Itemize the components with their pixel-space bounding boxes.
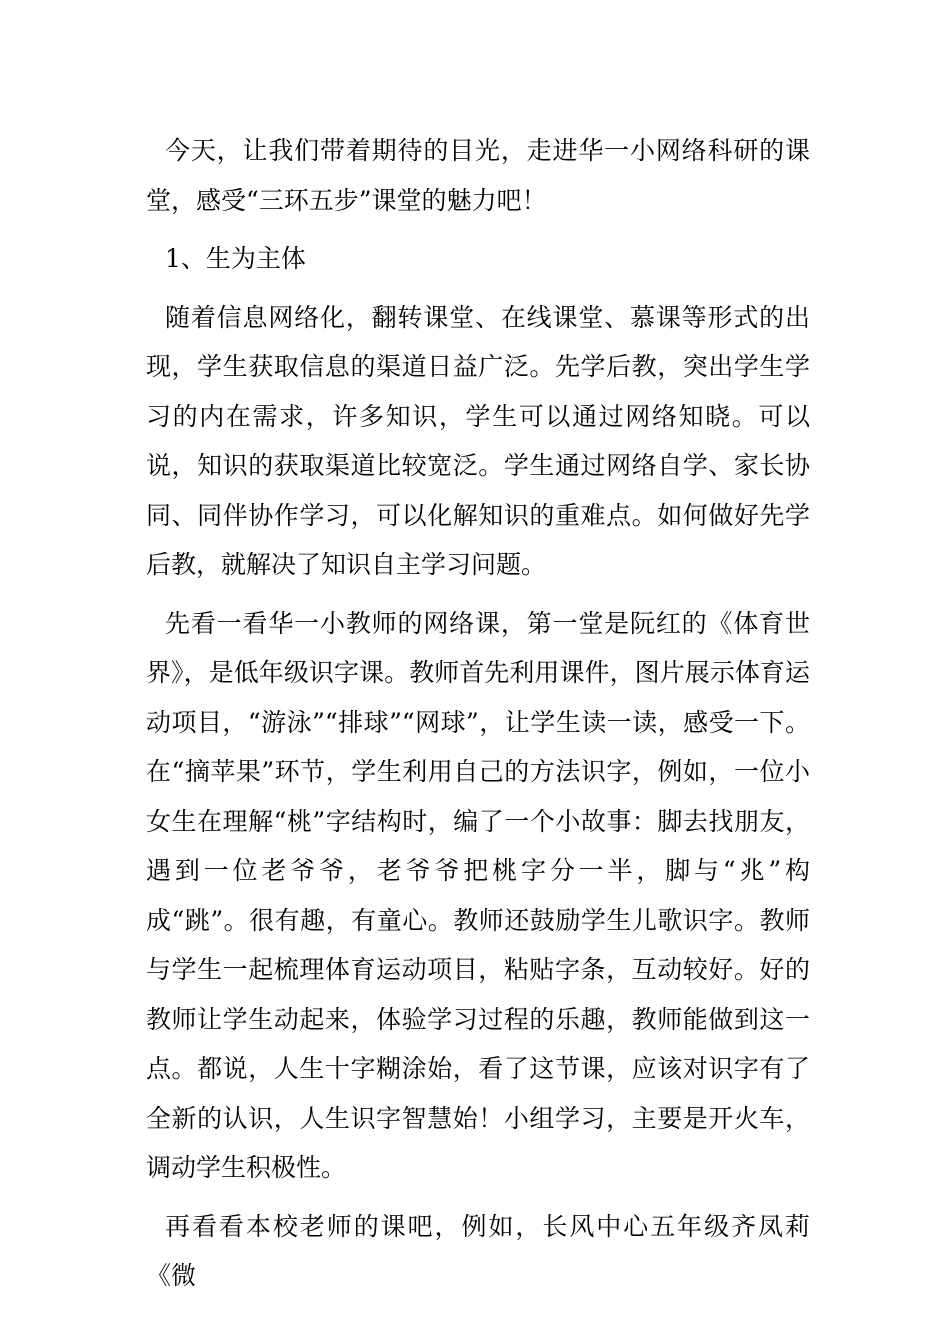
section-heading: 1、生为主体: [165, 244, 306, 273]
body-paragraph-2: 先看一看华一小教师的网络课，第一堂是阮红的《体育世界》，是低年级识字课。教师首先利用课件，图片展示体育运动项目，“游泳”“排球”“网球”，让学生读一读，感受一下。在“摘苹果”环节，学生利用自己的方法识字，例如，一位小女生在理解“桃”字结构时，编了一个小故事：脚去找朋友，遇到一位老爷爷，老爷爷把桃字分一半，脚与“兆”构成“跳”。很有趣，有童心。教师还鼓励学生儿歌识字。教师与学生一起梳理体育运动项目，粘贴字条，互动较好。好的教师让学生动起来，体验学习过程的乐趣，教师能做到这一点。都说，人生十字糊涂始，看了这节课，应该对识字有了全新的认识，人生识字智慧始！小组学习，主要是开火车，调动学生积极性。: [146, 608, 810, 1182]
body-paragraph-3: 再看看本校老师的课吧，例如，长风中心五年级齐凤莉《微: [146, 1211, 810, 1290]
body-paragraph-1: 随着信息网络化，翻转课堂、在线课堂、慕课等形式的出现，学生获取信息的渠道日益广泛。先学后教，突出学生学习的内在需求，许多知识，学生可以通过网络知晓。可以说，知识的获取渠道比较宽泛。学生通过网络自学、家长协同、同伴协作学习，可以化解知识的重难点。如何做好先学后教，就解决了知识自主学习问题。: [146, 302, 810, 579]
intro-paragraph: 今天，让我们带着期待的目光，走进华一小网络科研的课堂，感受“三环五步”课堂的魅力吧！: [146, 136, 810, 215]
document-body: [146, 126, 810, 1310]
